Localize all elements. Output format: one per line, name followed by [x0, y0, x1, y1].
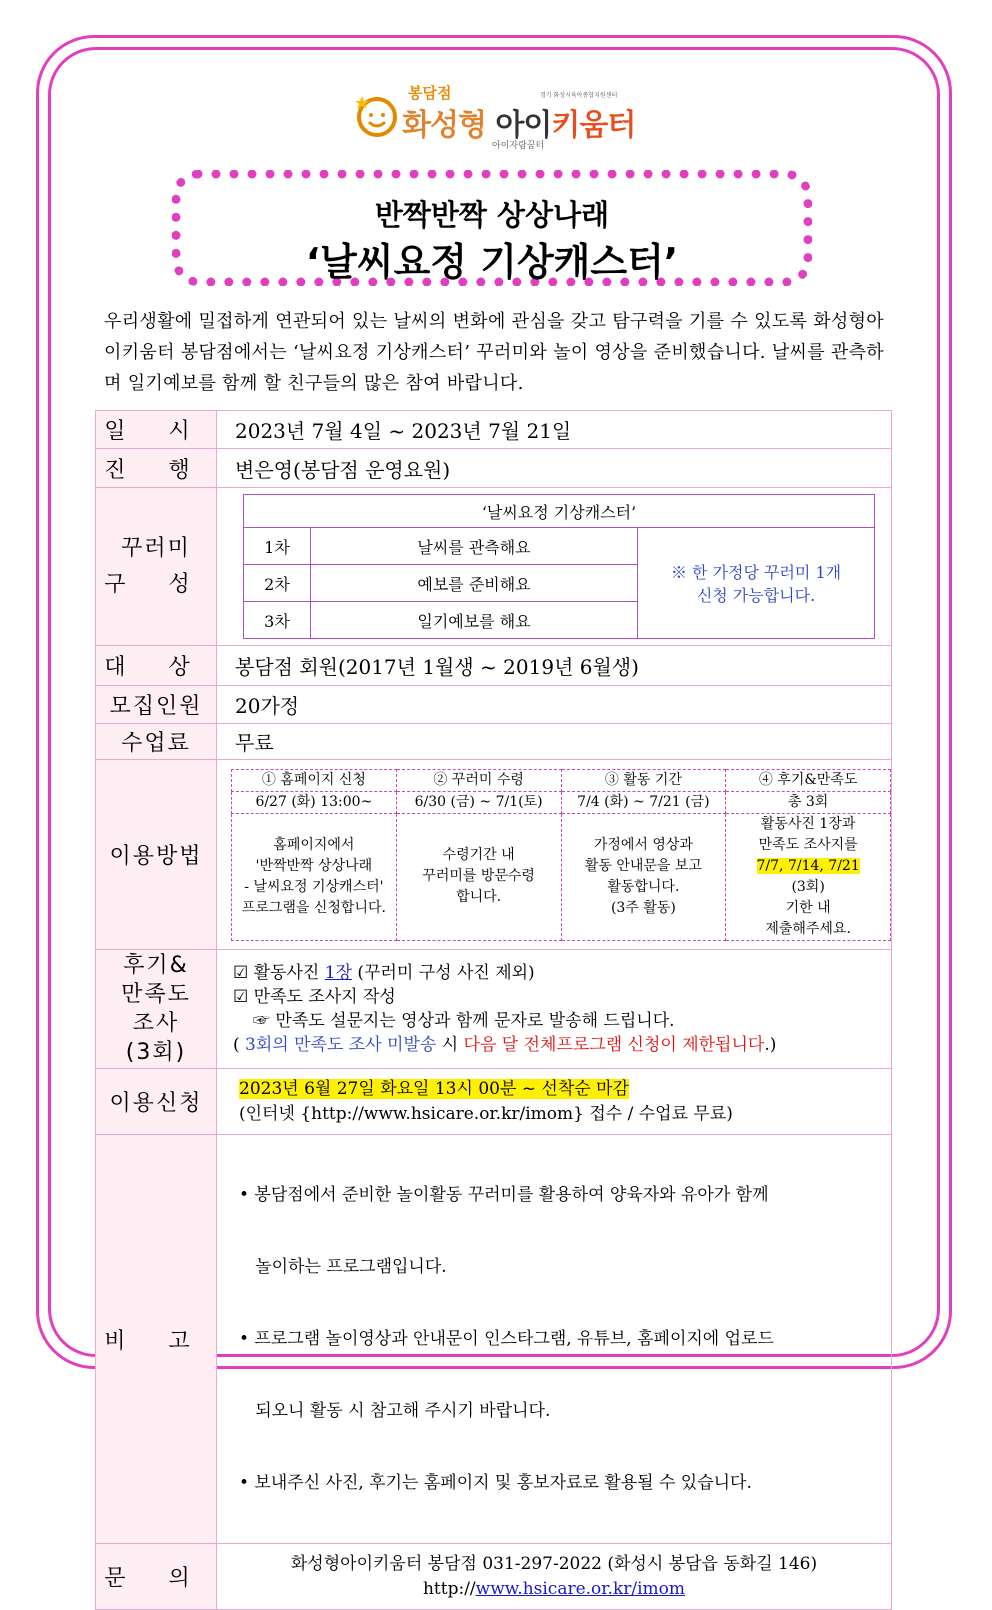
row-capacity — [96, 686, 892, 724]
remark-line: • 봉담점에서 준비한 놀이활동 꾸러미를 활용하여 양육자와 유아가 함께 — [239, 1185, 769, 1205]
apply-url: (인터넷 {http://www.hsicare.or.kr/imom} 접수 / 수업료 무료) — [239, 1103, 733, 1124]
step-date: 6/27 (화) 13:00~ — [232, 791, 397, 813]
step-desc: 활동사진 1장과 만족도 조사지를 7/7, 7/14, 7/21 (3회) 기한 내 제출해주세요. — [726, 813, 891, 940]
review-warning: ( 3회의 만족도 조사 미발송 시 다음 달 전체프로그램 신청이 제한됩니다.) — [233, 1035, 777, 1055]
label-method: 이용방법 — [96, 760, 217, 950]
remarks-cell — [217, 1135, 892, 1544]
value-host: 변은영(봉담점 운영요원) — [217, 449, 892, 488]
row-fee — [96, 724, 892, 760]
logo-sub: 아이자람꿈터 — [492, 141, 545, 151]
step-date: 총 3회 — [726, 791, 891, 813]
contact-info: 화성형아이키움터 봉담점 031-297-2022 (화성시 봉담읍 동화길 146) — [290, 1553, 818, 1574]
review-note: ☞ 만족도 설문지는 영상과 함께 문자로 발송해 드립니다. — [253, 1011, 675, 1031]
value-date: 2023년 7월 4일 ~ 2023년 7월 21일 — [217, 411, 892, 449]
label-contact: 문 의 — [96, 1544, 217, 1610]
kit-item: 일기예보를 해요 — [311, 602, 638, 639]
kit-no: 3차 — [244, 602, 311, 639]
remark-line: 되오니 활동 시 참고해 주시기 바랍니다. — [239, 1401, 551, 1421]
kit-item: 예보를 준비해요 — [311, 565, 638, 602]
logo-branch: 봉담점 — [408, 84, 452, 102]
step-desc: 홈페이지에서 '반짝반짝 상상나래 - 날씨요정 기상캐스터' 프로그램을 신청합니다. — [232, 813, 397, 940]
kit-note: ※ 한 가정당 꾸러미 1개 신청 가능합니다. — [638, 528, 875, 639]
deadline-highlight: 7/7, 7/14, 7/21 — [756, 857, 860, 874]
step-title: ② 꾸러미 수령 — [396, 769, 561, 791]
value-capacity: 20가정 — [217, 686, 892, 724]
child-face-icon — [354, 92, 400, 138]
step-title: ④ 후기&만족도 — [726, 769, 891, 791]
value-target: 봉담점 회원(2017년 1월생 ~ 2019년 6월생) — [217, 646, 892, 686]
review-check-photo: ☑ 활동사진 1장 (꾸러미 구성 사진 제외) — [233, 963, 535, 983]
program-subtitle: 반짝반짝 상상나래 — [374, 198, 610, 232]
kit-item: 날씨를 관측해요 — [311, 528, 638, 565]
row-review — [96, 950, 892, 1069]
homepage-link[interactable]: www.hsicare.or.kr/imom — [475, 1578, 686, 1599]
row-host — [96, 449, 892, 488]
row-remarks — [96, 1135, 892, 1544]
intro-text: 우리생활에 밀접하게 연관되어 있는 날씨의 변화에 관심을 갖고 탐구력을 기를 수 있도록 화성형아이키움터 봉담점에서는 ‘날씨요정 기상캐스터’ 꾸러미와 놀이 영상을 준비했습니다. 날씨를 관측하며 일기예보를 함께 할 친구들의 많은 참여 바랍니다. — [104, 311, 884, 394]
label-remarks: 비 고 — [96, 1135, 217, 1544]
program-title: ‘날씨요정 기상캐스터’ — [305, 240, 679, 284]
kit-cell — [217, 488, 892, 646]
logo-name: 화성형 아이키움터 — [402, 108, 636, 143]
contact-cell: 화성형아이키움터 봉담점 031-297-2022 (화성시 봉담읍 동화길 146) http://www.hsicare.or.kr/imom — [217, 1544, 892, 1610]
remark-line: 놀이하는 프로그램입니다. — [239, 1257, 447, 1277]
label-host: 진 행 — [96, 449, 217, 488]
method-steps — [231, 769, 891, 941]
photo-count-link[interactable]: 1장 — [324, 963, 352, 983]
review-cell — [217, 950, 892, 1069]
apply-cell — [217, 1069, 892, 1135]
label-kit: 꾸러미 구 성 — [96, 488, 217, 646]
label-fee: 수업료 — [96, 724, 217, 760]
row-date — [96, 411, 892, 449]
value-fee: 무료 — [217, 724, 892, 760]
remark-line: • 보내주신 사진, 후기는 홈페이지 및 홍보자료로 활용될 수 있습니다. — [239, 1473, 752, 1493]
logo — [352, 80, 642, 152]
kit-no: 2차 — [244, 565, 311, 602]
row-method — [96, 760, 892, 950]
kit-header: ‘날씨요정 기상캐스터’ — [244, 495, 875, 528]
kit-no: 1차 — [244, 528, 311, 565]
label-date: 일 시 — [96, 411, 217, 449]
step-title: ③ 활동 기간 — [561, 769, 726, 791]
remark-line: • 프로그램 놀이영상과 안내문이 인스타그램, 유튜브, 홈페이지에 업로드 — [239, 1329, 774, 1349]
step-date: 7/4 (화) ~ 7/21 (금) — [561, 791, 726, 813]
row-contact — [96, 1544, 892, 1610]
review-check-survey: ☑ 만족도 조사지 작성 — [233, 987, 396, 1007]
apply-deadline: 2023년 6월 27일 화요일 13시 00분 ~ 선착순 마감 — [239, 1078, 629, 1099]
label-target: 대 상 — [96, 646, 217, 686]
step-desc: 가정에서 영상과 활동 안내문을 보고 활동합니다. (3주 활동) — [561, 813, 726, 940]
title-box — [172, 170, 812, 286]
step-desc: 수령기간 내 꾸러미를 방문수령 합니다. — [396, 813, 561, 940]
method-cell — [217, 760, 892, 950]
row-apply — [96, 1069, 892, 1135]
label-capacity: 모집인원 — [96, 686, 217, 724]
center-logo-text: 경기 화성시육아종합지원센터 — [540, 92, 618, 99]
step-date: 6/30 (금) ~ 7/1(토) — [396, 791, 561, 813]
kit-table — [243, 494, 875, 639]
step-title: ① 홈페이지 신청 — [232, 769, 397, 791]
row-kit — [96, 488, 892, 646]
label-apply: 이용신청 — [96, 1069, 217, 1135]
info-table — [95, 410, 892, 1610]
label-review: 후기& 만족도 조사 (3회) — [96, 950, 217, 1069]
row-target — [96, 646, 892, 686]
